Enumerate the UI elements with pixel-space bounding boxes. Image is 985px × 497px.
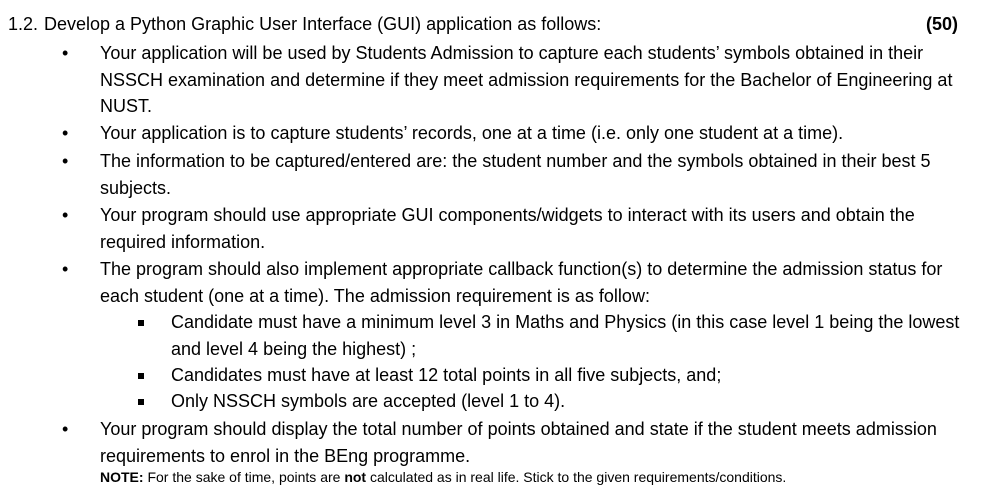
question-title: Develop a Python Graphic User Interface (GUI) application as follows: [44, 14, 602, 34]
square-bullet-icon [138, 399, 144, 405]
note-emphasis: not [344, 469, 367, 485]
question-number: 1.2. [8, 14, 39, 34]
bullet-icon: • [62, 123, 69, 143]
bullet-text: Your application will be used by Students Admission to capture each students’ symbols obtained in their NSSCH examination and determine if they meet admission requirements for the Bachelor of Engineering at NUST. [100, 43, 953, 116]
bullet-text: The information to be captured/entered are: the student number and the symbols obtained in their best 5 subjects. [100, 151, 931, 198]
bullet-text: Your program should use appropriate GUI components/widgets to interact with its users and obtain the required information. [100, 205, 915, 252]
bullet-icon: • [62, 259, 69, 279]
requirement-text: Only NSSCH symbols are accepted (level 1 to 4). [171, 391, 566, 411]
bullet-icon: • [62, 43, 69, 63]
note-text-after: calculated as in real life. Stick to the given requirements/conditions. [366, 469, 787, 485]
square-bullet-icon [138, 373, 144, 379]
square-bullet-icon [138, 320, 144, 326]
note-text-before: For the sake of time, points are [143, 469, 345, 485]
bullet-icon: • [62, 151, 69, 171]
requirement-text: Candidates must have at least 12 total points in all five subjects, and; [171, 365, 722, 385]
bullet-text: Your program should display the total number of points obtained and state if the student meets admission requirements to enrol in the BEng programme. [100, 419, 937, 466]
bullet-text: The program should also implement appropriate callback function(s) to determine the admission status for each student (one at a time). The admission requirement is as follow: [100, 259, 943, 306]
question-marks: (50) [925, 14, 958, 34]
bullet-icon: • [62, 419, 69, 439]
bullet-icon: • [62, 205, 69, 225]
note-paragraph [100, 468, 786, 486]
requirement-text: Candidate must have a minimum level 3 in Maths and Physics (in this case level 1 being the lowest and level 4 being the highest) ; [171, 312, 960, 359]
note-label: NOTE: [100, 469, 144, 485]
bullet-text: Your application is to capture students’ records, one at a time (i.e. only one student at a time). [100, 123, 844, 143]
